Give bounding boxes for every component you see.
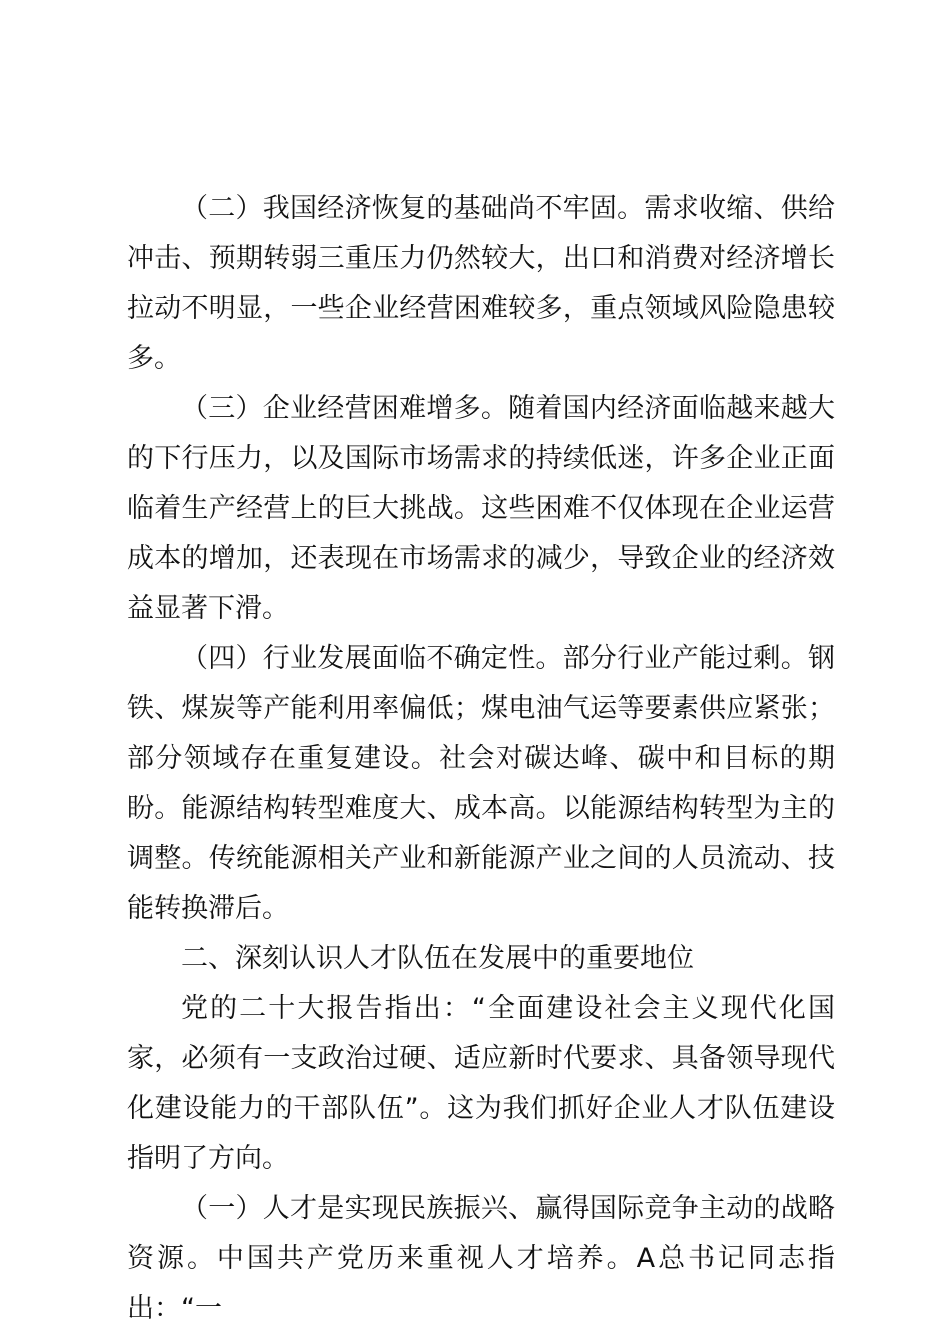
paragraph-economy-recovery: （二）我国经济恢复的基础尚不牢固。需求收缩、供给冲击、预期转弱三重压力仍然较大，出口和消费对经济增长拉动不明显，一些企业经营困难较多，重点领域风险隐患较多。 — [127, 193, 835, 374]
section-heading-talent: 二、深刻认识人才队伍在发展中的重要地位 — [181, 943, 694, 974]
paragraph-industry-uncertainty: （四）行业发展面临不确定性。部分行业产能过剩。钢铁、煤炭等产能利用率偏低；煤电油气运等要素供应紧张；部分领域存在重复建设。社会对碳达峰、碳中和目标的期盼。能源结构转型难度大、成本高。以能源结构转型为主的调整。传统能源相关产业和新能源产业之间的人员流动、技能转换滞后。 — [127, 643, 835, 924]
document-body — [127, 184, 835, 1334]
paragraph-business-difficulties: （三）企业经营困难增多。随着国内经济面临越来越大的下行压力，以及国际市场需求的持续低迷，许多企业正面临着生产经营上的巨大挑战。这些困难不仅体现在企业运营成本的增加，还表现在市场需求的减少，导致企业的经济效益显著下滑。 — [127, 393, 835, 624]
paragraph-talent-strategic-resource: （一）人才是实现民族振兴、赢得国际竞争主动的战略资源。中国共产党历来重视人才培养。A总书记同志指出：“一 — [127, 1193, 835, 1324]
paragraph-party-report: 党的二十大报告指出：“全面建设社会主义现代化国家，必须有一支政治过硬、适应新时代要求、具备领导现代化建设能力的干部队伍”。这为我们抓好企业人才队伍建设指明了方向。 — [127, 993, 835, 1174]
